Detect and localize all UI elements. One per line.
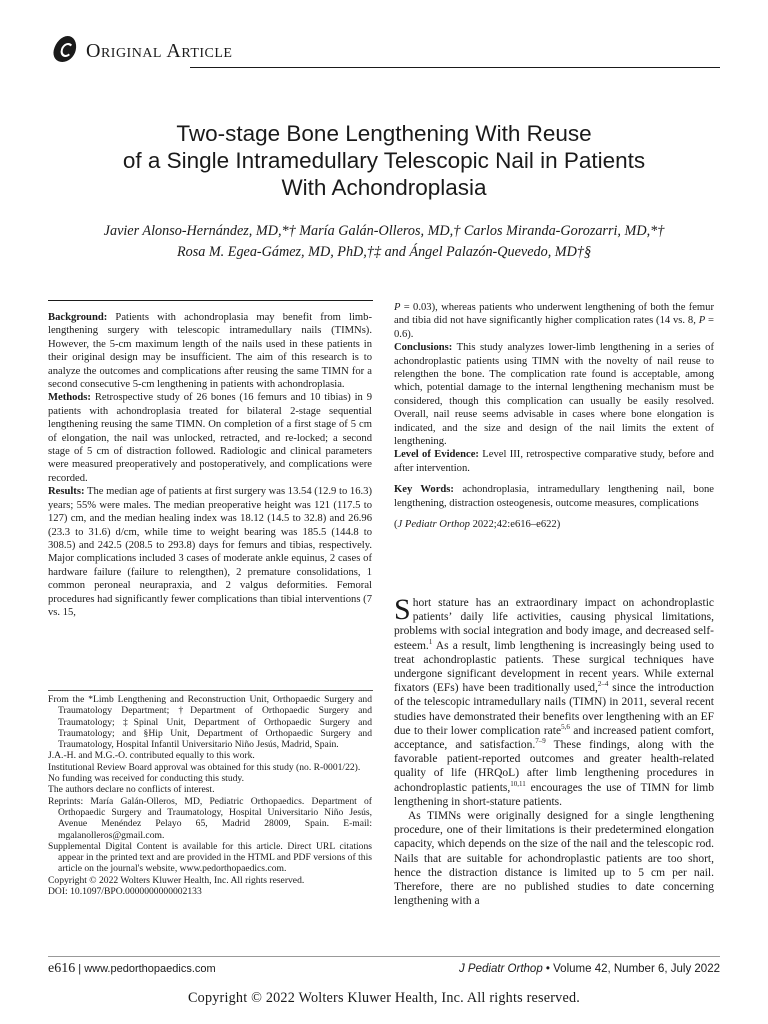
footnote-funding: No funding was received for conducting this study. [48, 773, 245, 785]
results-text: The median age of patients at first surgery was 13.54 (12.9 to 16.3) years; 55% were males. The median preoperative height was 121 (117.5 to 127) cm, and the median healing index was 18.12 (14.5 to 32.8) and 26.96 (23.3 to 31.6) d/cm, while time to weight bearing was 185.5 (144.8 to 308.5) and 242.5 (208.5 to 293.8) days for femurs and tibias, respectively. Major complications included 3 cases of moderate ankle equinus, 2 cases of hardware failure (failure to relengthen), 2 premature consolidations, 1 common peroneal neurapraxia, and 2 valgus deformities. Femoral procedures had significantly fewer complications than tibial interventions (7 vs. 15, [48, 486, 372, 618]
ref-sup: 5,6 [561, 723, 570, 731]
background-text: Patients with achondroplasia may benefit from limb-lengthening surgery with telescopic intramedullary nails (TIMNs). However, the 5-cm maximum length of the nails used in these patients in their original design may be insufficient. The aim of this research is to analyze the outcomes and complications after reusing the same TIMN for a second consecutive 5-cm lengthening in patients with achondroplasia. [48, 312, 372, 391]
ref-sup: 10,11 [510, 779, 526, 788]
title-line-2: of a Single Intramedullary Telescopic Nail in Patients [122, 148, 646, 173]
body-p1-e: These findings, along with the favorable patient-reported outcomes and greater health-related quality of life (HRQoL) after limb lengthening procedures in achondroplastic patients, [394, 739, 714, 794]
footnote-rule [48, 690, 373, 691]
body-p1-f: encourages the use of TIMN for limb lengthening in short-stature patients. [394, 781, 714, 808]
authors-line-1: Javier Alonso-Hernández, MD,*† María Galán-Olleros, MD,† Carlos Miranda-Gorozarri, MD,*† [103, 223, 665, 239]
methods-text: Retrospective study of 26 bones (16 femurs and 10 tibias) in 9 patients with achondroplasia treated for bilateral 2-stage sequential lengthening reusing the same TIMN. On completion of a first stage of 5 cm of elongation, the nail was unlocked, retracted, and re-locked; a second stage of 5 cm of distraction followed. Radiologic and clinical parameters were measured preoperatively and postoperatively, and complications were recorded. [48, 392, 372, 484]
citation [394, 518, 714, 531]
background-label: Background: [48, 312, 108, 323]
p-value-symbol: P [394, 302, 401, 313]
abstract-level [394, 448, 714, 475]
abstract-conclusions [394, 341, 714, 448]
footnote-irb: Institutional Review Board approval was obtained for this study (no. R-0001/22). [48, 761, 361, 773]
footnotes [48, 694, 372, 897]
section-header [48, 34, 720, 68]
footnote-doi: DOI: 10.1097/BPO.0000000000002133 [48, 886, 202, 898]
body-paragraph-1 [394, 593, 714, 809]
conclusions-text: This study analyzes lower-limb lengthening in a series of achondroplastic patients using TIMN with the novelty of nail reuse to relengthen the bone. The complication rate found is acceptable, among which, potential damage to the internal lengthening mechanism must be considered, though this complication can usually be easily resolved. Overall, nail reuse seems advisable in cases where bone elongation is indicated, and the size and design of the nail limits the extent of lengthening. [394, 342, 714, 448]
abstract-results-continued [394, 301, 714, 341]
page-number: e616 [48, 961, 76, 976]
footnote-affiliations: From the *Limb Lengthening and Reconstruction Unit, Orthopaedic Surgery and Traumatology Department; †Department of Orthopaedic Surgery and Traumatology; ‡Spinal Unit, Department of Orthopaedic Surgery and Traumatology; and §Hip Unit, Department of Orthopaedic Surgery and Traumatology, Hospital Infantil Universitario Niño Jesús, Madrid, Spain. [48, 694, 372, 751]
ref-sup: 7–9 [535, 737, 546, 746]
body-p1-d: and increased patient comfort, acceptance, and satisfaction. [394, 724, 714, 752]
citation-rest: 2022;42:e616–e622) [469, 519, 561, 531]
abstract-keywords [394, 483, 714, 510]
footer-separator: | [75, 963, 85, 975]
methods-label: Methods: [48, 392, 91, 404]
footnote-equal-contribution: J.A.-H. and M.G.-O. contributed equally to this work. [48, 750, 255, 762]
footnote-reprints: Reprints: María Galán-Olleros, MD, Pediatric Orthopaedics. Department of Orthopaedic Surgery and Traumatology, Hospital Universitario Niño Jesús, Avenue Menéndez Pelayo 65, Madrid 28009, Spain. E-mail: mgalanolleros@gmail.com. [48, 795, 372, 841]
footnote-conflicts: The authors declare no conflicts of interest. [48, 784, 215, 796]
citation-open: ( [394, 519, 398, 531]
results-label: Results: [48, 486, 85, 498]
copyright-notice: Copyright © 2022 Wolters Kluwer Health, Inc. All rights reserved. [188, 990, 580, 1006]
conclusions-label: Conclusions: [394, 342, 453, 354]
citation-journal: J Pediatr Orthop [397, 519, 470, 531]
abstract-results [48, 485, 372, 619]
body-p1-c: since the introduction of the telescopic intramedullary nails (TIMN) in 2011, several recent studies have demonstrated their benefits over lengthening with an EF due to their lower complication rate [394, 682, 714, 737]
footer-bullet: • [542, 963, 554, 975]
footnote-copyright: Copyright © 2022 Wolters Kluwer Health, Inc. All rights reserved. [48, 874, 305, 886]
body-paragraph-2: As TIMNs were originally designed for a single lengthening procedure, one of their limitations is their predetermined elongation capacity, which depends on the size of the nail and the telescopic rod. Nails that are suitable for achondroplastic patients are too short, hence the distraction distance is limited up to 5 cm per nail. Therefore, there are no published studies to date concerning lengthening with a [394, 810, 714, 908]
abstract-left-column [48, 311, 372, 619]
footer-volume: Volume 42, Number 6, July 2022 [553, 963, 720, 975]
section-label: Original Article [86, 40, 233, 62]
ref-sup: 2–4 [597, 680, 609, 689]
abstract-background [48, 311, 372, 391]
journal-url-link[interactable]: www.pedorthopaedics.com [84, 963, 216, 975]
footer-rule [48, 956, 720, 957]
footer-journal: J Pediatr Orthop [458, 963, 543, 975]
authors-line-2: Rosa M. Egea-Gámez, MD, PhD,†‡ and Ángel Palazón-Quevedo, MD†§ [176, 244, 592, 260]
drop-cap: S [394, 593, 411, 626]
page-footer-right [459, 963, 720, 975]
header-rule [190, 67, 720, 68]
body-p1-a: hort stature has an extraordinary impact on achondroplastic patients’ daily life activities, causing physical limitations, problems with social integration and body image, and decreased self-esteem. [394, 597, 714, 652]
level-label: Level of Evidence: [394, 449, 479, 461]
results-cont-end: = 0.6). [394, 315, 714, 340]
title-line-3: With Achondroplasia [281, 175, 487, 200]
title-line-1: Two-stage Bone Lengthening With Reuse [176, 121, 592, 146]
results-cont-text: = 0.03), whereas patients who underwent lengthening of both the femur and tibia did not have significantly higher complication rates (14 vs. 8, [394, 302, 714, 327]
level-text: Level III, retrospective comparative study, before and after intervention. [394, 449, 714, 474]
article-body [394, 593, 714, 908]
author-list [40, 221, 728, 263]
article-title [60, 120, 708, 201]
body-p1-b: As a result, limb lengthening is increasingly being used to treat achondroplastic patients. These surgical techniques have undergone significant development in recent years. While external fixators (EFs) have been traditionally used, [394, 639, 714, 695]
abstract-right-column [394, 301, 714, 532]
keywords-text: achondroplasia, intramedullary lengthening nail, bone lengthening, distraction osteogenesis, outcome measures, complications [394, 484, 714, 509]
ref-sup: 1 [428, 637, 433, 646]
footnote-supplemental: Supplemental Digital Content is available for this article. Direct URL citations appear in the printed text and are provided in the HTML and PDF versions of this article on the journal's website, www.pedorthopaedics.com. [48, 840, 372, 875]
p-value-symbol-2: P [698, 315, 706, 327]
abstract-top-rule [48, 300, 373, 301]
abstract-methods [48, 391, 372, 485]
page-footer-left [48, 961, 216, 977]
keywords-label: Key Words: [394, 484, 454, 496]
journal-e-logo-icon [51, 36, 79, 62]
